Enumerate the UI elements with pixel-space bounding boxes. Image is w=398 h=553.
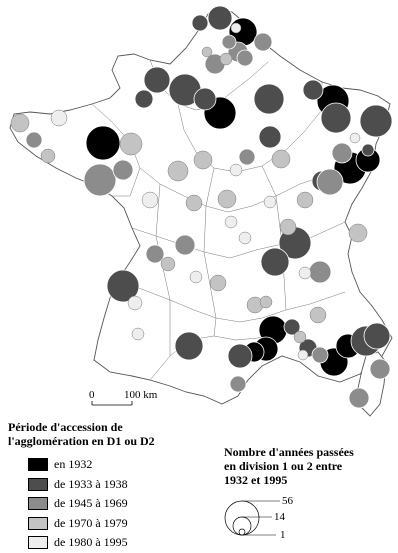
legend-item-1945-1969: de 1945 à 1969	[28, 494, 128, 514]
legend-swatch	[28, 478, 48, 491]
size-circle-1	[239, 529, 245, 535]
legend-item-1970-1979: de 1970 à 1979	[28, 514, 128, 534]
period-legend	[28, 455, 128, 553]
size-label-56: 56	[282, 495, 293, 507]
legend-item-1932: en 1932	[28, 455, 128, 475]
size-label-14: 14	[274, 511, 285, 523]
scale-bar	[92, 401, 132, 405]
legend-swatch	[28, 536, 48, 549]
period-legend-title: Période d'accession de l'agglomération en D1 ou D2	[8, 420, 155, 448]
legend-swatch	[28, 458, 48, 471]
size-legend-title: Nombre d'années passées en division 1 ou 2 entre 1932 et 1995	[224, 445, 354, 487]
legend-swatch	[28, 517, 48, 530]
legend-item-1933-1938: de 1933 à 1938	[28, 475, 128, 495]
size-legend	[220, 488, 340, 540]
legend-item-1980-1995: de 1980 à 1995	[28, 533, 128, 553]
legend-swatch	[28, 497, 48, 510]
scale-label-zero: 0	[89, 389, 95, 401]
scale-label-100: 100 km	[124, 389, 158, 401]
size-label-1: 1	[280, 529, 286, 540]
